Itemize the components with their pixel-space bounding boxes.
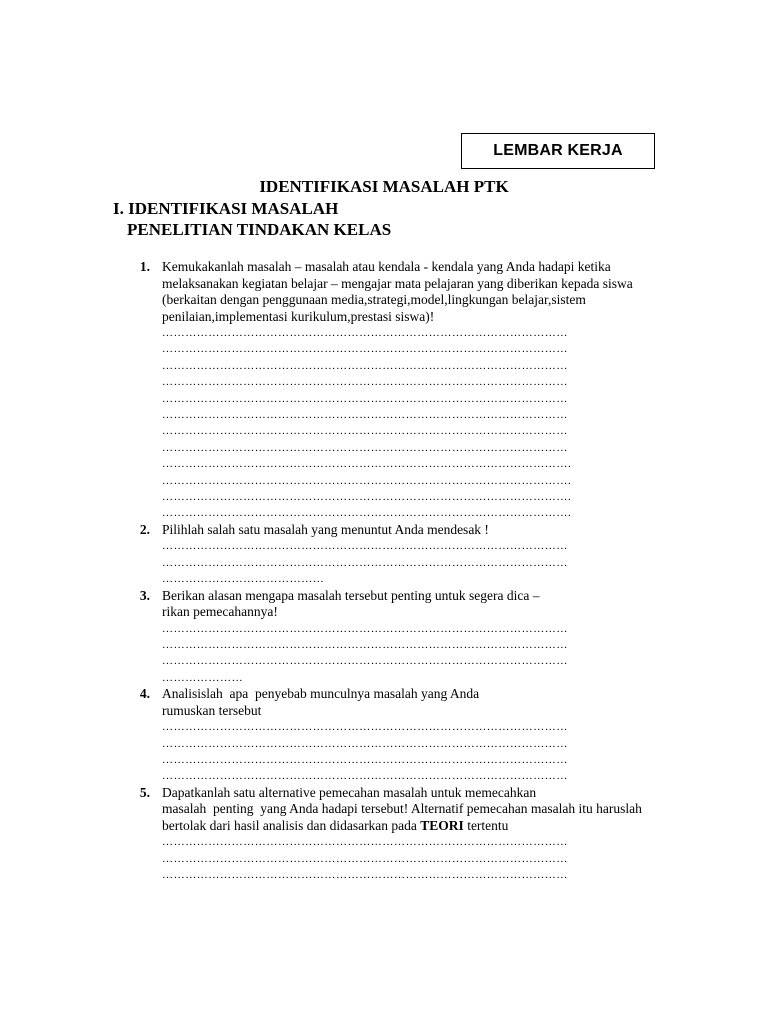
section-subheading: PENELITIAN TINDAKAN KELAS (127, 220, 392, 239)
answer-line[interactable]: …………………………………………………………………………………………… (162, 721, 568, 734)
question-2 (0, 522, 768, 588)
question-text-line: rikan pemecahannya! (162, 604, 278, 620)
question-3 (0, 588, 768, 687)
answer-line[interactable]: …………………………………………………………………………………………… (162, 343, 568, 356)
answer-line[interactable]: …………………………………………………………………………………………… (162, 754, 568, 767)
question-5 (0, 785, 768, 884)
question-number: 1. (139, 259, 150, 274)
answer-line[interactable]: …………………………………………………………………………………………… (162, 376, 568, 389)
question-number: 2. (139, 521, 150, 537)
question-list (0, 259, 768, 884)
question-text-line: Kemukakanlah masalah – masalah atau kendala - kendala yang Anda hadapi ketika (162, 259, 611, 274)
answer-line[interactable]: …………………………………………………………………………………………… (162, 392, 568, 405)
question-1 (0, 259, 768, 522)
worksheet-badge: LEMBAR KERJA (461, 133, 655, 169)
question-text-line: Berikan alasan mengapa masalah tersebut penting untuk segera dica – (162, 587, 540, 603)
page-title: IDENTIFIKASI MASALAH PTK (259, 177, 509, 196)
answer-line[interactable]: ……………………………………………………………………………………………. (162, 491, 572, 504)
answer-line[interactable]: …………………………………… (162, 573, 325, 586)
answer-line[interactable]: …………………………………………………………………………………………… (162, 409, 568, 422)
answer-line[interactable]: …………………………………………………………………………………………… (162, 327, 568, 339)
question-number: 4. (139, 686, 150, 702)
answer-line[interactable]: ………………… (162, 671, 244, 684)
answer-line[interactable]: ……………………………………………………………………………………………. (162, 474, 572, 487)
question-text-line: Pilihlah salah satu masalah yang menuntut Anda mendesak ! (162, 521, 489, 537)
answer-line[interactable]: …………………………………………………………………………………………… (162, 639, 568, 651)
question-text-line: (berkaitan dengan penggunaan media,strategi,model,lingkungan belajar,sistem (162, 292, 586, 307)
question-text-prefix: bertolak dari hasil analisis dan didasarkan pada (162, 817, 421, 833)
answer-line[interactable]: …………………………………………………………………………………………… (162, 622, 568, 635)
question-text-line: masalah penting yang Anda hadapi tersebut! Alternatif pemecahan masalah itu haruslah (162, 801, 642, 817)
emphasis-theory: TEORI (420, 817, 464, 833)
answer-line[interactable]: ……………………………………………………………………………………………. (162, 458, 572, 471)
question-text-line: Dapatkanlah satu alternative pemecahan masalah untuk memecahkan (162, 784, 537, 800)
answer-line[interactable]: …………………………………………………………………………………………… (162, 770, 568, 783)
answer-line[interactable]: …………………………………………………………………………………………… (162, 425, 568, 438)
answer-line[interactable]: …………………………………………………………………………………………… (162, 540, 568, 553)
question-text-line: penilaian,implementasi kurikulum,prestasi siswa)! (162, 308, 435, 324)
question-text-line: Analisislah apa penyebab munculnya masalah yang Anda (162, 686, 480, 702)
answer-line[interactable]: …………………………………………………………………………………………… (162, 836, 568, 849)
question-number: 3. (139, 587, 150, 603)
answer-line[interactable]: ……………………………………………………………………………………………. (162, 507, 572, 520)
answer-line[interactable]: …………………………………………………………………………………………… (162, 441, 568, 454)
section-heading: I. IDENTIFIKASI MASALAH (113, 199, 339, 218)
question-text-line: rumuskan tersebut (162, 702, 262, 718)
question-text-line: melaksanakan kegiatan belajar – mengajar mata pelajaran yang diberikan kepada siswa (162, 275, 633, 291)
question-4 (0, 686, 768, 785)
answer-line[interactable]: …………………………………………………………………………………………… (162, 852, 568, 865)
answer-line[interactable]: …………………………………………………………………………………………… (162, 869, 568, 882)
question-text-line (162, 818, 662, 835)
question-number: 5. (139, 784, 150, 800)
answer-line[interactable]: …………………………………………………………………………………………… (162, 655, 568, 668)
answer-line[interactable]: …………………………………………………………………………………………… (162, 737, 568, 750)
answer-line[interactable]: …………………………………………………………………………………………… (162, 556, 568, 569)
question-text-suffix: tertentu (463, 817, 509, 833)
answer-line[interactable]: …………………………………………………………………………………………… (162, 359, 568, 372)
